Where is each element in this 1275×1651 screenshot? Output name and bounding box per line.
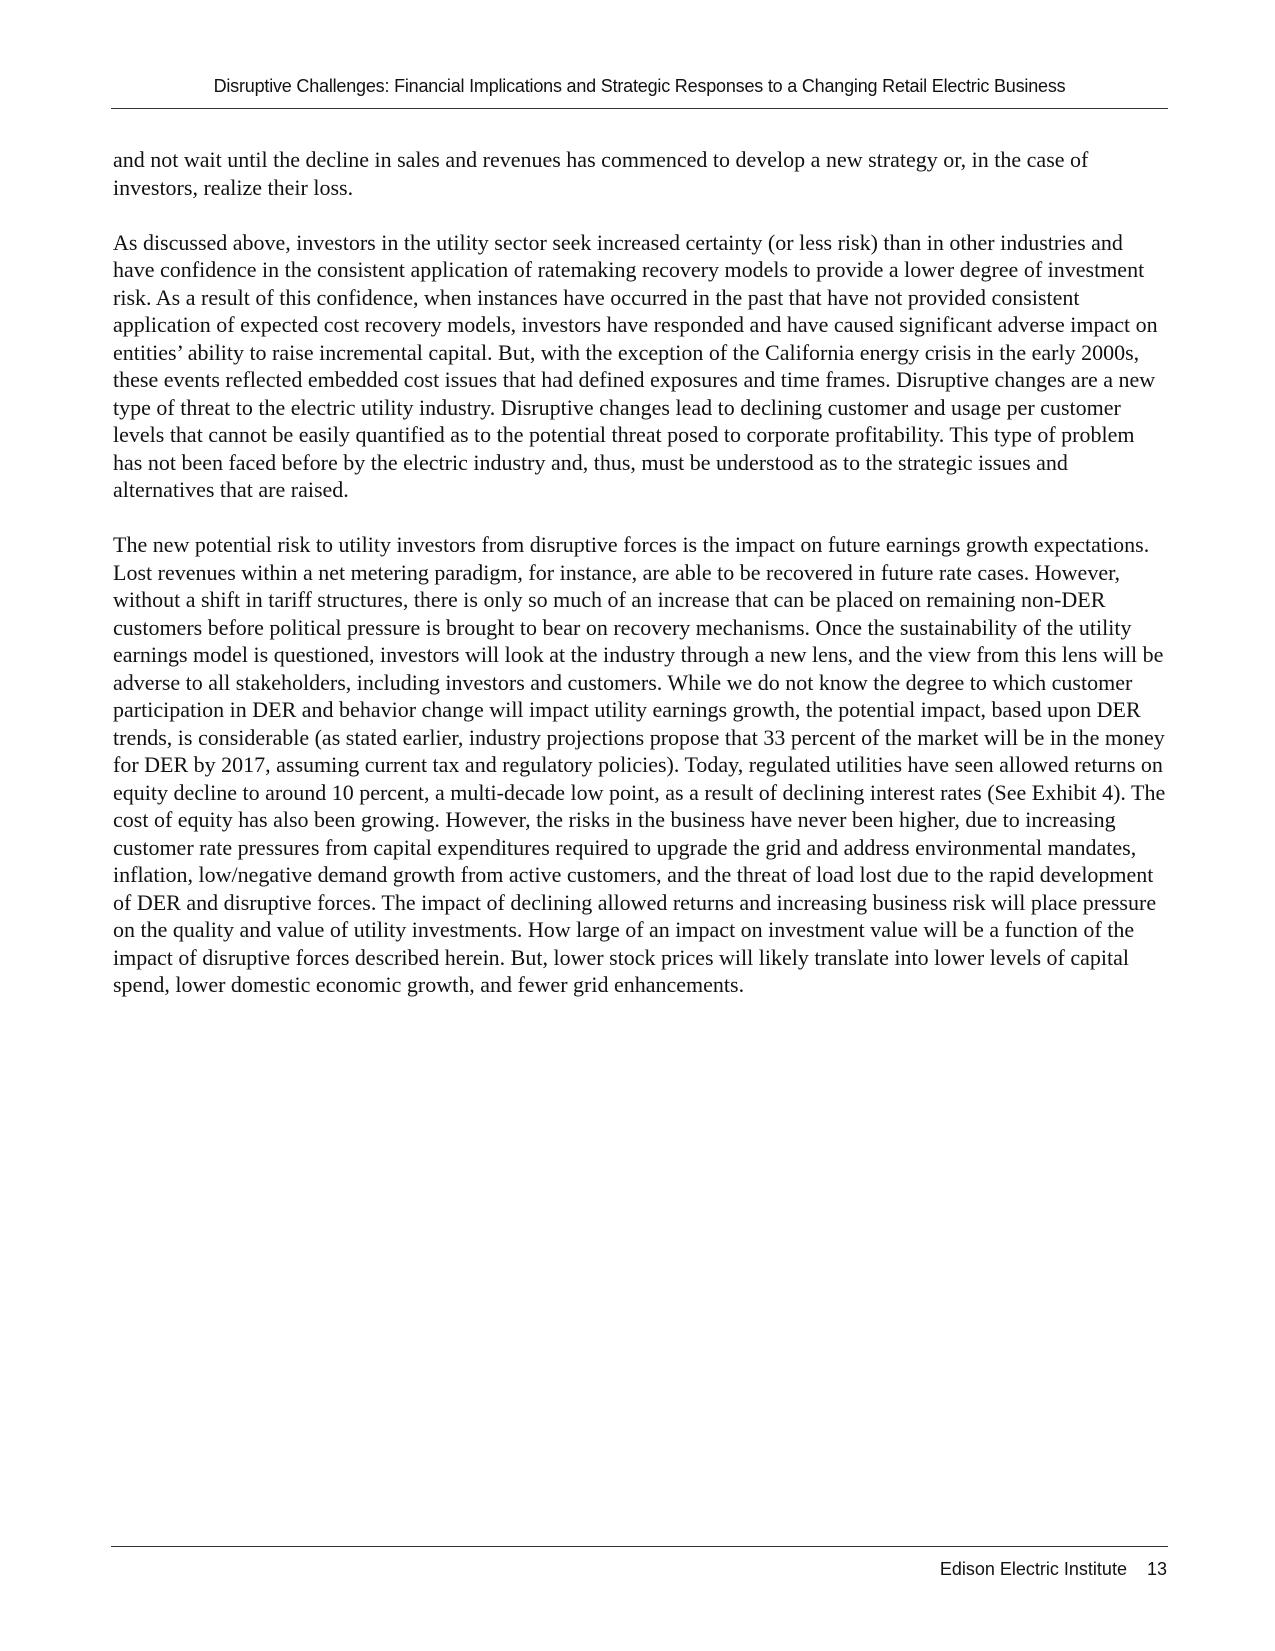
running-footer	[940, 1559, 1167, 1580]
body-text	[113, 146, 1169, 1026]
footer-rule	[111, 1546, 1168, 1547]
publisher-name: Edison Electric Institute	[939, 1559, 1127, 1579]
paragraph: As discussed above, investors in the utility sector seek increased certainty (or less risk) than in other industries and have confidence in the consistent application of ratemaking recovery models to provide a lower degree of investment risk. As a result of this confidence, when instances have occurred in the past that have not provided consistent application of expected cost recovery models, investors have responded and have caused significant adverse impact on entities’ ability to raise incremental capital. But, with the exception of the California energy crisis in the early 2000s, these events reflected embedded cost issues that had defined exposures and time frames. Disruptive changes are a new type of threat to the electric utility industry. Disruptive changes lead to declining customer and usage per customer levels that cannot be easily quantified as to the potential threat posed to corporate profitability. This type of problem has not been faced before by the electric industry and, thus, must be understood as to the strategic issues and alternatives that are raised.	[113, 229, 1158, 502]
paragraph: and not wait until the decline in sales and revenues has commenced to develop a new strategy or, in the case of investors, realize their loss.	[113, 147, 1089, 200]
header-rule	[111, 108, 1168, 109]
page-number: 13	[1146, 1559, 1167, 1579]
running-header: Disruptive Challenges: Financial Implications and Strategic Responses to a Changing Retail Electric Business	[213, 76, 1066, 96]
paragraph: The new potential risk to utility investors from disruptive forces is the impact on future earnings growth expectations. Lost revenues within a net metering paradigm, for instance, are able to be recovered in future rate cases. However, without a shift in tariff structures, there is only so much of an increase that can be placed on remaining non-DER customers before political pressure is brought to bear on recovery mechanisms. Once the sustainability of the utility earnings model is questioned, investors will look at the industry through a new lens, and the view from this lens will be adverse to all stakeholders, including investors and customers. While we do not know the degree to which customer participation in DER and behavior change will impact utility earnings growth, the potential impact, based upon DER trends, is considerable (as stated earlier, industry projections propose that 33 percent of the market will be in the money for DER by 2017, assuming current tax and regulatory policies). Today, regulated utilities have seen allowed returns on equity decline to around 10 percent, a multi-decade low point, as a result of declining interest rates (See Exhibit 4). The cost of equity has also been growing. However, the risks in the business have never been higher, due to increasing customer rate pressures from capital expenditures required to upgrade the grid and address environmental mandates, inflation, low/negative demand growth from active customers, and the threat of load lost due to the rapid development of DER and disruptive forces. The impact of declining allowed returns and increasing business risk will place pressure on the quality and value of utility investments. How large of an impact on investment value will be a function of the impact of disruptive forces described herein. But, lower stock prices will likely translate into lower levels of capital spend, lower domestic economic growth, and fewer grid enhancements.	[113, 532, 1166, 997]
